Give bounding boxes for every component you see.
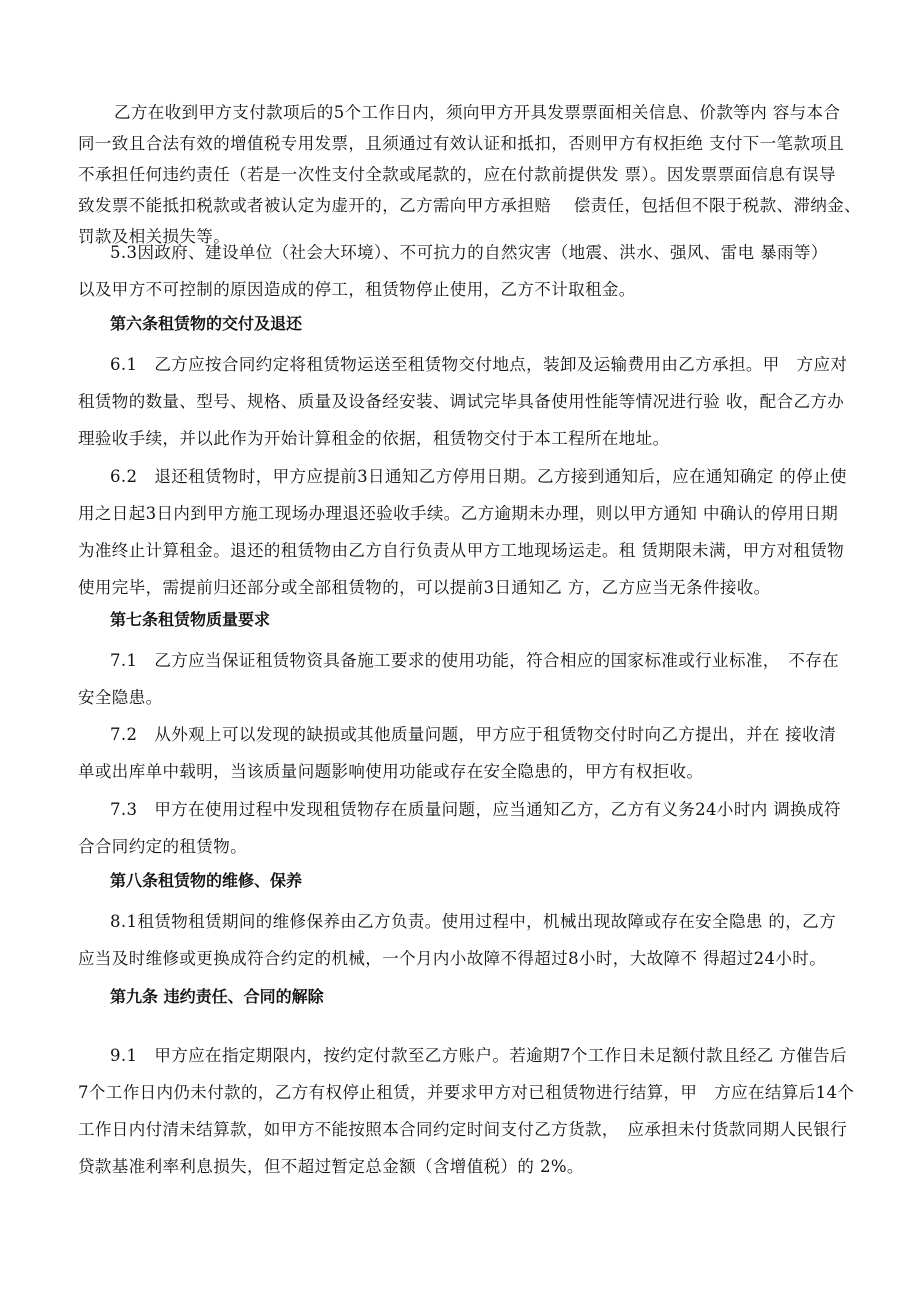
paragraph-8-1: [78, 903, 852, 977]
section-heading-8: 第八条租赁物的维修、保养: [110, 871, 303, 890]
text-line: 6.2 退还租赁物时，甲方应提前3日通知乙方停用日期。乙方接到通知后，应在通知确定 的停止使: [110, 467, 847, 486]
text-line: 致发票不能抵扣税款或者被认定为虚开的，乙方需向甲方承担赔 偿责任，包括但不限于税款、滞纳金、: [78, 196, 862, 215]
text-line: 以及甲方不可控制的原因造成的停工，租赁物停止使用，乙方不计取租金。: [78, 280, 636, 299]
section-heading-9: 第九条 违约责任、合同的解除: [110, 987, 324, 1006]
text-line: 8.1租赁物租赁期间的维修保养由乙方负责。使用过程中，机械出现故障或存在安全隐患 的，乙方: [110, 912, 836, 931]
text-line: 同一致且合法有效的增值税专用发票，且须通过有效认证和抵扣，否则甲方有权拒绝 支付下一笔款项且: [78, 134, 845, 153]
text-line: 7.1 乙方应当保证租赁物资具备施工要求的使用功能，符合相应的国家标准或行业标准， 不存在: [110, 651, 839, 670]
text-line: 工作日内付清未结算款，如甲方不能按照本合同约定时间支付乙方货款， 应承担未付货款同期人民银行: [78, 1120, 848, 1139]
text-line: 7.2 从外观上可以发现的缺损或其他质量问题，甲方应于租赁物交付时向乙方提出，并在 接收清: [110, 725, 836, 744]
text-line: 贷款基准利率利息损失，但不超过暂定总金额（含增值税）的 2%。: [78, 1157, 584, 1176]
text-line: 5.3因政府、建设单位（社会大环境）、不可抗力的自然灾害（地震、洪水、强风、雷电 暴雨等）: [110, 243, 828, 262]
text-line: 不承担任何违约责任（若是一次性支付全款或尾款的，应在付款前提供发 票）。因发票票面信息有误导: [78, 165, 836, 184]
section-heading-7: 第七条租赁物质量要求: [110, 610, 271, 629]
text-line: 租赁物的数量、型号、规格、质量及设备经安装、调试完毕具备使用性能等情况进行验 收，配合乙方办: [78, 392, 845, 411]
text-line: 合合同约定的租赁物。: [78, 837, 247, 856]
paragraph-invoice: [78, 97, 862, 252]
paragraph-6-1: [78, 346, 852, 457]
paragraph-9-1: [78, 1037, 855, 1185]
paragraph-6-2: [78, 458, 852, 606]
text-line: 理验收手续，并以此作为开始计算租金的依据，租赁物交付于本工程所在地址。: [78, 429, 670, 448]
text-line: 为准终止计算租金。退还的租赁物由乙方自行负责从甲方工地现场运走。租 赁期限未满，甲方对租赁物: [78, 541, 845, 560]
text-line: 7.3 甲方在使用过程中发现租赁物存在质量问题，应当通知乙方，乙方有义务24小时内 调换成符: [110, 800, 841, 819]
paragraph-7-2: [78, 716, 852, 790]
text-line: 应当及时维修或更换成符合约定的机械，一个月内小故障不得超过8小时，大故障不 得超过24小时。: [78, 949, 827, 968]
paragraph-7-1: [78, 642, 852, 716]
text-line: 6.1 乙方应按合同约定将租赁物运送至租赁物交付地点，装卸及运输费用由乙方承担。甲 方应对: [110, 355, 848, 374]
text-line: 用之日起3日内到甲方施工现场办理退还验收手续。乙方逾期未办理，则以甲方通知 中确认的停用日期: [78, 504, 839, 523]
text-line: 单或出库单中载明，当该质量问题影响使用功能或存在安全隐患的，甲方有权拒收。: [78, 762, 704, 781]
text-line: 罚款及相关损失等。: [78, 227, 231, 246]
text-line: 使用完毕，需提前归还部分或全部租赁物的，可以提前3日通知乙 方，乙方应当无条件接收。: [78, 578, 771, 597]
section-heading-6: 第六条租赁物的交付及退还: [110, 314, 303, 333]
text-line: 7个工作日内仍未付款的，乙方有权停止租赁，并要求甲方对已租赁物进行结算，甲 方应在结算后14个: [78, 1083, 855, 1102]
text-line: 乙方在收到甲方支付款项后的5个工作日内，须向甲方开具发票票面相关信息、价款等内 容与本合: [114, 103, 841, 122]
text-line: 9.1 甲方应在指定期限内，按约定付款至乙方账户。若逾期7个工作日未足额付款且经乙 方催告后: [110, 1046, 847, 1065]
paragraph-7-3: [78, 791, 852, 865]
text-line: 安全隐患。: [78, 688, 163, 707]
